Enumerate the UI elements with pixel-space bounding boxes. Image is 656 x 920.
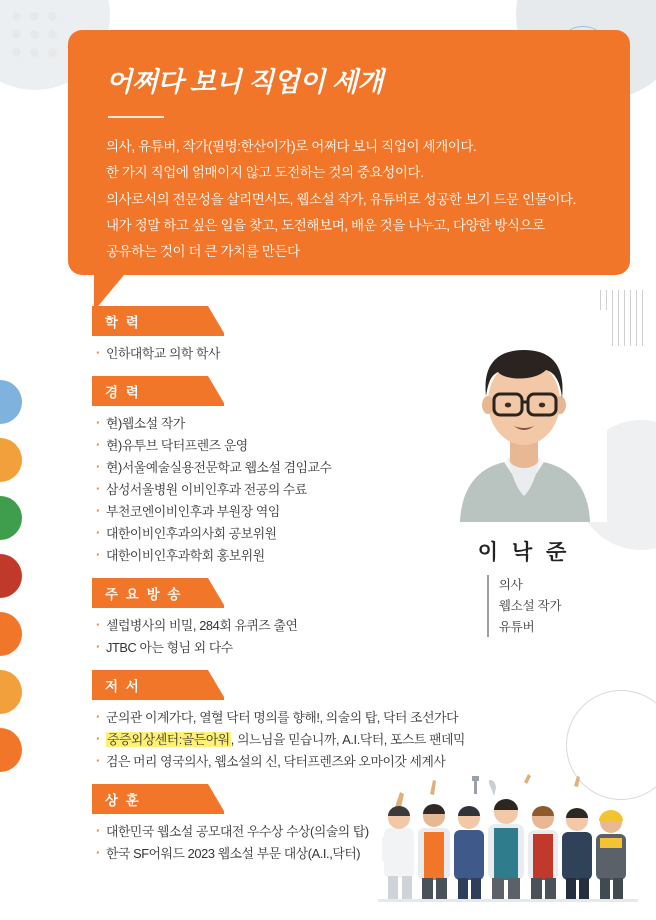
list-item: · 현)웹소설 작가	[92, 413, 532, 435]
list-item: · 대한이비인후과의사회 공보위원	[92, 523, 532, 545]
list-item	[92, 729, 532, 751]
list-item: · 대한이비인후과학회 홍보위원	[92, 545, 532, 567]
list-item: · 군의관 이계가다, 열혈 닥터 명의를 향해!, 의술의 탑, 닥터 조선가다	[92, 707, 532, 729]
headline-body	[106, 134, 596, 266]
section-title: 주 요 방 송	[92, 578, 224, 608]
headline-divider	[108, 116, 164, 118]
list-item: · 인하대학교 의학 학사	[92, 343, 532, 365]
profile-name: 이 낙 준	[477, 541, 571, 564]
headline-callout	[68, 30, 630, 275]
section-broadcast	[92, 578, 532, 659]
people-illustration	[378, 772, 638, 902]
section-books	[92, 670, 532, 773]
headline-title: 어쩌다 보니 직업이 세개	[106, 67, 383, 97]
list-item: · 현)서울예술실용전문학교 웹소설 겸임교수	[92, 457, 532, 479]
list-item: · 현)유투브 닥터프렌즈 운영	[92, 435, 532, 457]
section-title: 경 력	[92, 376, 224, 406]
list-item: · 대한민국 웹소설 공모대전 우수상 수상(의술의 탑)	[92, 821, 532, 843]
profile-role: 웹소설 작가	[498, 598, 562, 613]
section-list	[92, 413, 532, 567]
section-title: 저 서	[92, 670, 224, 700]
headline-line: 의사로서의 전문성을 살리면서도, 웹소설 작가, 유튜버로 성공한 보기 드문 인물이다.	[106, 191, 577, 207]
list-item: · 검은 머리 영국의사, 웹소설의 신, 닥터프렌즈와 오마이갓 세계사	[92, 751, 532, 773]
headline-line: 한 가지 직업에 얽매이지 않고 도전하는 것의 중요성이다.	[106, 165, 424, 181]
list-item: · 셀럽병사의 비밀, 284회 유퀴즈 출연	[92, 615, 532, 637]
list-item: · 삼성서울병원 이비인후과 전공의 수료	[92, 479, 532, 501]
headline-line: 의사, 유튜버, 작가(필명:한산이가)로 어쩌다 보니 직업이 세개이다.	[106, 139, 477, 154]
section-title: 학 력	[92, 306, 224, 336]
profile-role: 유튜버	[498, 619, 535, 634]
section-title: 상 훈	[92, 784, 224, 814]
headline-line: 공유하는 것이 더 큰 가치를 만든다	[106, 244, 300, 260]
section-list	[92, 707, 532, 773]
section-education	[92, 306, 532, 365]
profile-role: 의사	[498, 578, 523, 592]
list-item: · JTBC 아는 형님 외 다수	[92, 637, 532, 659]
section-career	[92, 376, 532, 567]
section-list	[92, 615, 532, 659]
highlighted-title: 중증외상센터:골든아워	[107, 732, 230, 747]
list-item-rest: , 의느님을 믿습니까, A.I.닥터, 포스트 팬데믹	[230, 732, 466, 747]
section-list	[92, 343, 532, 365]
headline-line: 내가 정말 하고 싶은 일을 찾고, 도전해보며, 배운 것을 나누고, 다양한 방식으로	[106, 217, 545, 233]
list-item: · 한국 SF어워드 2023 웹소설 부문 대상(A.I.,닥터)	[92, 843, 532, 865]
list-item: · 부천코엔이비인후과 부원장 역임	[92, 501, 532, 523]
